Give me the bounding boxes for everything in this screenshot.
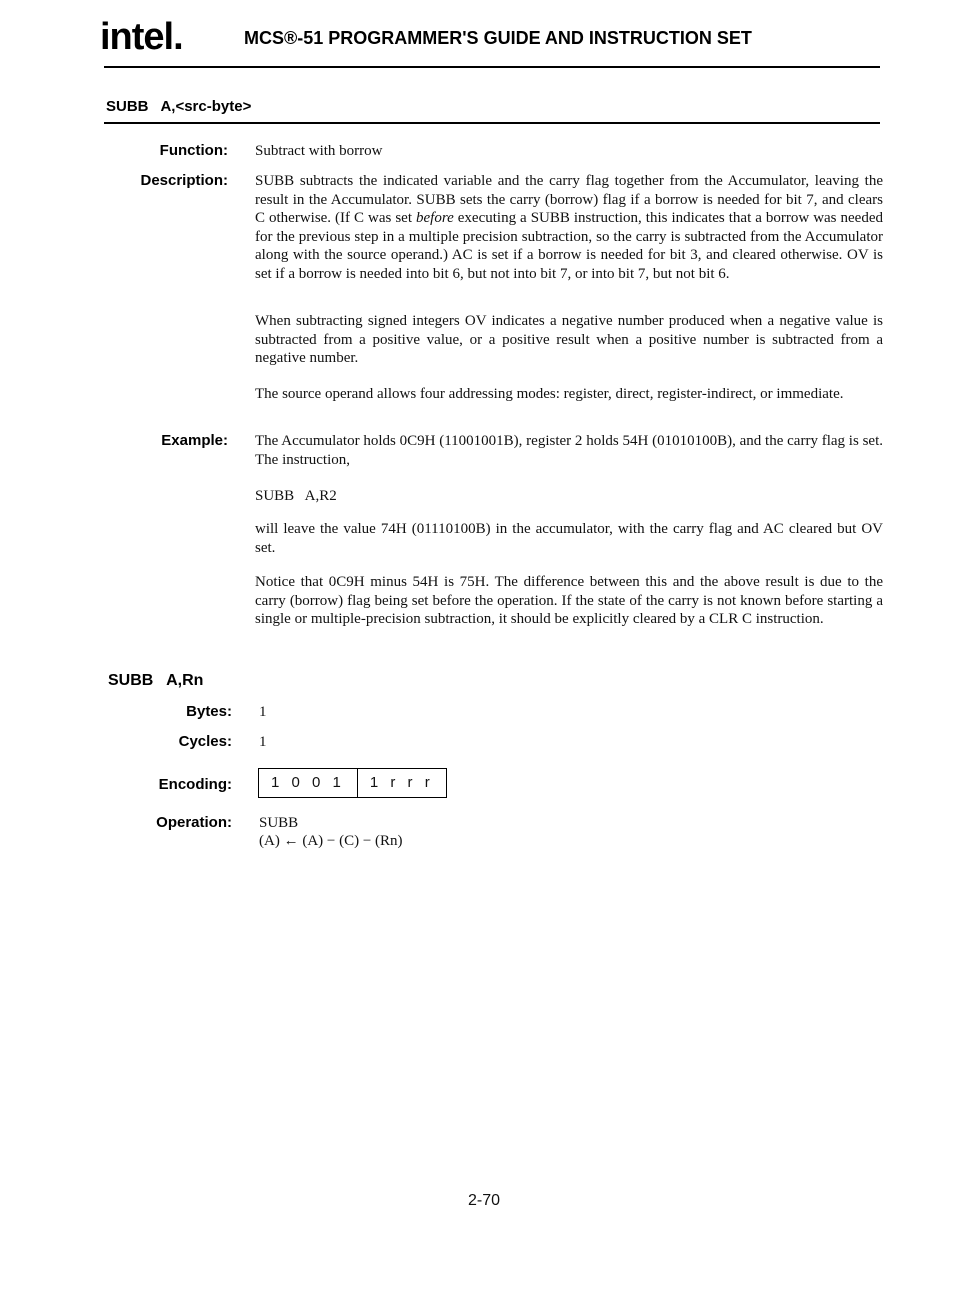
operation-expression: (A) ← (A) − (C) − (Rn) [259,833,403,849]
example-paragraph-2: will leave the value 74H (01110100B) in the accumulator, with the carry flag and AC cleared but OV set. [255,521,883,556]
example-paragraph-1: The Accumulator holds 0C9H (11001001B), register 2 holds 54H (01010100B), and the carry flag is set. The instruction, [255,433,883,468]
operation-name: SUBB [259,815,299,831]
description-paragraph-2: When subtracting signed integers OV indicates a negative number produced when a negative value is subtracted from a positive value, or a positive result when a positive number is subtracted from a negative number. [255,313,883,366]
description-p1-part-a: SUBB subtracts the indicated variable and the carry flag together from the Accumulator, leaving the result in the Accumulator. SUBB sets the carry (borrow) flag if a borrow is needed for bit 7, and clears C otherwise. (If C was set [255,173,883,226]
example-paragraph-3: Notice that 0C9H minus 54H is 75H. The difference between this and the above result is due to the carry (borrow) flag being set before the operation. If the state of the carry is not known before starting a single or multiple-precision subtraction, it should be explicitly cleared by a CLR C instruction. [255,574,883,627]
description-p1-emphasis: before [416,210,454,226]
page-number: 2-70 [467,1192,501,1209]
instruction-heading: SUBB A,<src-byte> [106,98,252,115]
encoding-label: Encoding: [158,776,232,793]
encoding-box [258,768,447,798]
description-paragraph-3: The source operand allows four addressing modes: register, direct, register-indirect, or immediate. [255,386,844,402]
description-label: Description: [140,172,228,189]
variant-heading: SUBB A,Rn [108,672,204,689]
section-divider [104,122,880,124]
example-label: Example: [161,432,228,449]
description-paragraph-1 [255,172,883,283]
intel-logo: intel. [100,16,183,58]
description-p1-part-b: executing a SUBB instruction, this indicates that a borrow was needed for the previous step in a multiple precision subtraction, so the carry is subtracted from the Accumulator along with the source operand.) AC is set if a borrow is needed for bit 3, and cleared otherwise. OV is set if a borrow is needed into bit 6, but not into bit 7, or into bit 7, but not bit 6. [255,210,883,282]
example-code: SUBB A,R2 [255,488,337,504]
cycles-label: Cycles: [178,733,232,750]
function-label: Function: [159,142,228,159]
function-text: Subtract with borrow [255,143,383,159]
encoding-cell-register: 1 r r r [357,769,446,797]
header-divider [104,66,880,68]
bytes-value: 1 [259,704,267,720]
encoding-cell-opcode: 1 0 0 1 [271,774,345,791]
operation-label: Operation: [156,814,232,831]
document-title: MCS®-51 PROGRAMMER'S GUIDE AND INSTRUCTION SET [244,28,752,48]
bytes-label: Bytes: [186,703,232,720]
cycles-value: 1 [259,734,267,750]
